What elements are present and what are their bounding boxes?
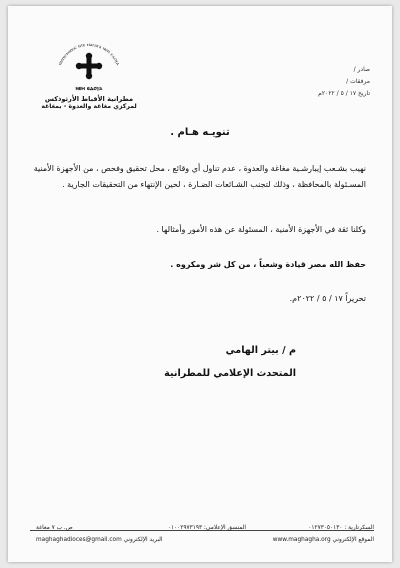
letter-page [8, 6, 392, 562]
paragraph-request: نهيب بشـعب إيبارشـية مغاغة والعدوة ، عدم تناول أي وقائع ، محل تحقيق وفحص ، من الأجهزة الأمنية المسـئولة بالمحافظة ، وذلك لتجنب الشـائعات الضـارة ، لحين الإنتهاء من التحقيقات الجارية . [33, 164, 366, 189]
attachments-label: مرفقات / [346, 78, 370, 85]
date-line: تاريخ ١٧ / ٥ / ٢٠٢٢م [318, 90, 370, 97]
signatory-name: م / بيتر الهامي [225, 345, 296, 356]
logo-coptic-line: ⲛⲉⲙ ⲉⲇⲟⲩⲁ [75, 85, 103, 92]
signatory-title: المتحدث الإعلامي للمطرانية [164, 368, 296, 379]
org-name: مطرانية الأقباط الأرثوذكس [44, 95, 134, 103]
org-subtitle: لمركزي مغاغة والعدوة - بمغاغة [41, 103, 137, 110]
signature-block [156, 345, 296, 379]
paragraph-blessing: حفظ الله مصر قيادة وشعباً ، من كل شر ومكروه . [170, 260, 366, 269]
issued-label: صادر / [353, 66, 370, 73]
document-meta [318, 64, 370, 100]
logo-arc-text: ⲡⲓⲉⲡⲓⲥⲕⲟⲡⲟⲥ ⲛⲧⲉ ⲙⲁⲅⲁⲅⲁ ⲛⲉⲙ ⲉⲇⲟⲩⲁ [57, 41, 121, 67]
footer-email[interactable]: البريد الإلكتروني maghaghadioces@gmail.com [36, 537, 163, 543]
footer-media-coordinator: المنسق الإعلامي: ٠١٠٠٢٩٧٣١٩٣ [167, 525, 246, 531]
paragraph-date: تحريراً ١٧ / ٥ / ٢٠٢٢م. [289, 294, 366, 303]
footer-po-box: ص. ب ٧ مغاغة [36, 525, 73, 531]
footer-website[interactable]: الموقع الإلكتروني www.maghagha.org [272, 537, 374, 543]
cross-emblem-icon [49, 36, 129, 84]
footer-secretary: السكرتارية : ٠١٢٧٣٠٥٠١٣٠ [308, 525, 374, 531]
letterhead-logo [34, 36, 144, 110]
paragraph-trust: وكلنا ثقة في الأجهزة الأمنية ، المسئولة عن هذه الأمور وأمثالها . [156, 225, 366, 234]
notice-title: تنويـه هـام . [170, 127, 230, 138]
